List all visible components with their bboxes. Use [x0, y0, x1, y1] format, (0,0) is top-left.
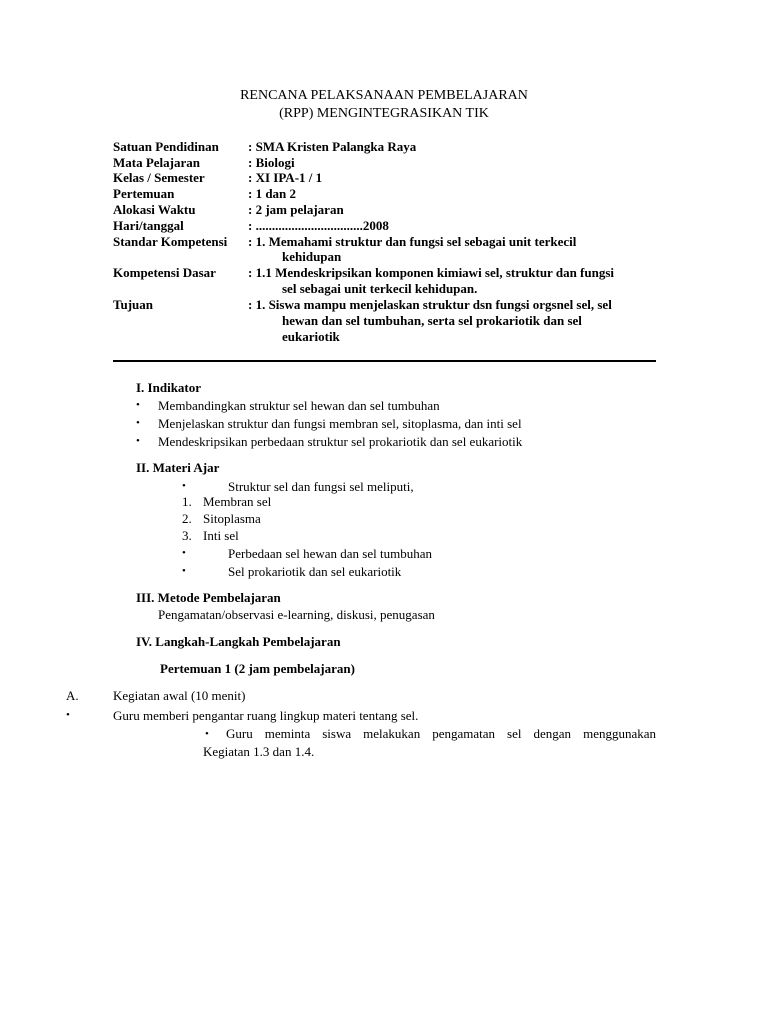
- sk-value-cont: kehidupan: [282, 249, 342, 264]
- bullet-icon: •: [182, 565, 186, 577]
- materi-item: Membran sel: [203, 494, 272, 509]
- kegiatan-title: Kegiatan awal (10 menit): [113, 688, 246, 703]
- metode-text: Pengamatan/observasi e-learning, diskusi, penugasan: [158, 607, 435, 622]
- kegiatan-word: sel: [507, 726, 522, 741]
- satuan-value: : SMA Kristen Palangka Raya: [248, 139, 417, 154]
- document-subtitle: (RPP) MENGINTEGRASIKAN TIK: [279, 106, 489, 121]
- satuan-label: Satuan Pendidinan: [113, 139, 219, 154]
- indikator-heading: I. Indikator: [136, 380, 202, 395]
- pertemuan-label: Pertemuan: [113, 186, 175, 201]
- kegiatan-word: siswa: [322, 726, 352, 741]
- kelas-label: Kelas / Semester: [113, 170, 205, 185]
- kegiatan-word: menggunakan: [583, 726, 656, 741]
- materi-extra-item: Perbedaan sel hewan dan sel tumbuhan: [228, 546, 432, 561]
- hari-label: Hari/tanggal: [113, 218, 184, 233]
- sk-value: : 1. Memahami struktur dan fungsi sel sebagai unit terkecil: [248, 234, 577, 249]
- bullet-icon: •: [182, 547, 186, 559]
- kegiatan-item: Guru memberi pengantar ruang lingkup materi tentang sel.: [113, 708, 419, 723]
- materi-item: Inti sel: [203, 528, 239, 543]
- header-divider: [113, 360, 656, 362]
- materi-num: 2.: [182, 511, 192, 526]
- bullet-icon: •: [136, 435, 140, 447]
- bullet-icon: •: [205, 728, 209, 740]
- bullet-icon: •: [66, 709, 70, 721]
- mapel-value: : Biologi: [248, 155, 295, 170]
- pertemuan-subheading: Pertemuan 1 (2 jam pembelajaran): [160, 661, 355, 676]
- bullet-icon: •: [182, 480, 186, 492]
- bullet-icon: •: [136, 399, 140, 411]
- indikator-item: Menjelaskan struktur dan fungsi membran sel, sitoplasma, dan inti sel: [158, 416, 522, 431]
- alokasi-label: Alokasi Waktu: [113, 202, 196, 217]
- kegiatan-word: melakukan: [363, 726, 421, 741]
- alokasi-value: : 2 jam pelajaran: [248, 202, 344, 217]
- materi-num: 1.: [182, 494, 192, 509]
- kegiatan-word: dengan: [533, 726, 572, 741]
- document-title: RENCANA PELAKSANAAN PEMBELAJARAN: [240, 88, 528, 103]
- pertemuan-value: : 1 dan 2: [248, 186, 297, 201]
- kegiatan-word: meminta: [264, 726, 311, 741]
- kegiatan-word: Guru: [226, 726, 253, 741]
- kd-label: Kompetensi Dasar: [113, 265, 216, 280]
- hari-value: : .................................2008: [248, 218, 389, 233]
- materi-item: Sitoplasma: [203, 511, 261, 526]
- bullet-icon: •: [136, 417, 140, 429]
- materi-heading: II. Materi Ajar: [136, 460, 220, 475]
- kegiatan-item-2: [226, 726, 656, 742]
- tujuan-label: Tujuan: [113, 297, 153, 312]
- kd-value-cont: sel sebagai unit terkecil kehidupan.: [282, 281, 478, 296]
- tujuan-value-cont1: hewan dan sel tumbuhan, serta sel prokariotik dan sel: [282, 313, 582, 328]
- kegiatan-word: pengamatan: [432, 726, 496, 741]
- kd-value: : 1.1 Mendeskripsikan komponen kimiawi sel, struktur dan fungsi: [248, 265, 615, 280]
- indikator-item: Mendeskripsikan perbedaan struktur sel prokariotik dan sel eukariotik: [158, 434, 523, 449]
- sk-label: Standar Kompetensi: [113, 234, 228, 249]
- langkah-heading: IV. Langkah-Langkah Pembelajaran: [136, 634, 341, 649]
- kegiatan-item-2-cont: Kegiatan 1.3 dan 1.4.: [203, 744, 315, 759]
- metode-heading: III. Metode Pembelajaran: [136, 590, 281, 605]
- materi-extra-item: Sel prokariotik dan sel eukariotik: [228, 564, 402, 579]
- materi-intro: Struktur sel dan fungsi sel meliputi,: [228, 479, 414, 494]
- kegiatan-letter: A.: [66, 688, 79, 703]
- tujuan-value-cont2: eukariotik: [282, 329, 340, 344]
- indikator-item: Membandingkan struktur sel hewan dan sel tumbuhan: [158, 398, 440, 413]
- mapel-label: Mata Pelajaran: [113, 155, 201, 170]
- tujuan-value: : 1. Siswa mampu menjelaskan struktur dsn fungsi orgsnel sel, sel: [248, 297, 612, 312]
- materi-num: 3.: [182, 528, 192, 543]
- kelas-value: : XI IPA-1 / 1: [248, 170, 323, 185]
